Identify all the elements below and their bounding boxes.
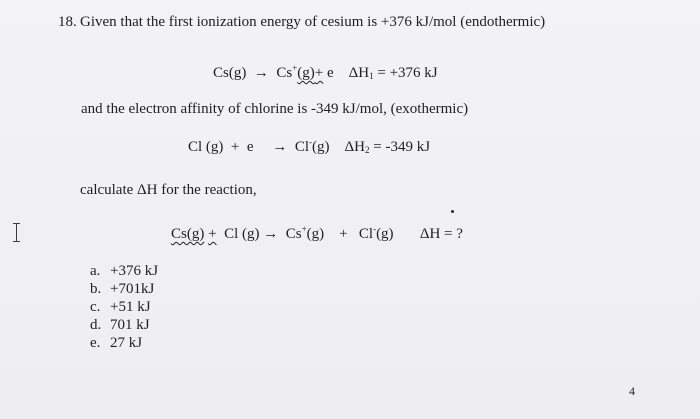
eq1-electron: e [326,65,334,81]
eq3-chloride-ion: Cl-(g) [358,224,394,242]
question-number: 18. [58,14,77,30]
equation-3 [171,225,463,243]
option-text: 27 kJ [110,335,143,351]
eq2-electron: e [246,139,254,155]
option-c[interactable]: c. +51 kJ [90,299,151,315]
eq2-reactant: Cl (g) [188,139,224,155]
eq3-chlorine: Cl (g) [224,226,260,242]
option-b[interactable]: b. +701kJ [90,281,155,297]
question-intro: Given that the first ionization energy of cesium is +376 kJ/mol (endothermic) [80,14,546,30]
eq3-cesium: Cs(g) [171,226,205,242]
text-cursor-icon [12,222,21,242]
eq3-plus-1: + [208,226,217,242]
eq2-plus: + [230,139,240,155]
eq1-plus: + [314,65,324,81]
eq3-arrow: → [263,226,279,242]
electron-affinity-sentence: and the electron affinity of chlorine is -349 kJ/mol, (exothermic) [81,101,469,117]
eq2-delta-h: $\Delta H_2 = -349$ kJ [344,139,431,155]
equation-2 [188,138,430,156]
eq3-delta-h: ΔH = ? [419,226,463,242]
eq2-arrow: → [272,139,288,155]
option-text: 701 kJ [110,317,150,333]
option-text: +51 kJ [110,299,151,315]
stray-dot [451,210,454,213]
page-number: 4 [629,384,635,398]
eq3-plus-2: + [339,226,348,242]
eq1-cesium-ion: Cs+(g) [276,63,315,81]
option-e[interactable]: e. 27 kJ [90,335,143,351]
eq3-cesium-ion: Cs+(g) [285,224,325,242]
eq2-chloride-ion: Cl-(g) [294,137,330,155]
eq1-arrow: → [253,65,269,81]
option-text: +376 kJ [110,263,159,279]
equation-1 [213,64,438,82]
option-d[interactable]: d. 701 kJ [90,317,150,333]
eq1-reactant: Cs(g) [213,65,247,81]
eq1-delta-h: $\Delta H_1 = +376$ kJ [348,65,438,81]
option-text: +701kJ [110,281,155,297]
calculate-prompt: calculate ΔH for the reaction, [80,182,257,198]
option-a[interactable]: a. +376 kJ [90,263,159,279]
